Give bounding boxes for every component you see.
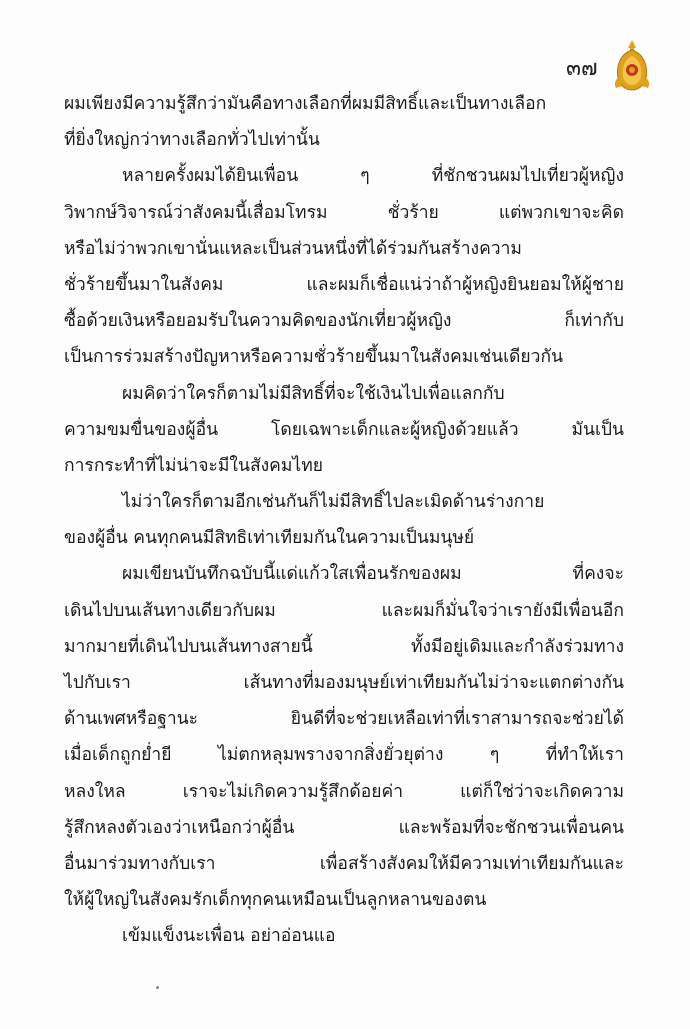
text-line: วิพากษ์วิจารณ์ว่าสังคมนี้เสื่อมโทรม ชั่วร้าย แต่พวกเขาจะคิด [64, 202, 624, 223]
body-text [64, 86, 624, 955]
text-line: มากมายที่เดินไปบนเส้นทางสายนี้ ทั้งมีอยู่เดิมและกำลังร่วมทาง [64, 636, 624, 657]
text-line: หลงใหล เราจะไม่เกิดความรู้สึกด้อยค่า แต่ก็ใช่ว่าจะเกิดความ [64, 781, 624, 802]
text-line: ที่ยิ่งใหญ่กว่าทางเลือกทั่วไปเท่านั้น [64, 130, 320, 151]
text-line: ผมเขียนบันทึกฉบับนี้แด่แก้วใสเพื่อนรักของผม ที่คงจะ [122, 564, 624, 585]
page-number: ๓๗ [566, 56, 598, 81]
text-line: อื่นมาร่วมทางกับเรา เพื่อสร้างสังคมให้มีความเท่าเทียมกันและ [64, 853, 624, 874]
text-line: ความขมขื่นของผู้อื่น โดยเฉพาะเด็กและผู้หญิงด้วยแล้ว มันเป็น [64, 419, 624, 440]
text-line: การกระทำที่ไม่น่าจะมีในสังคมไทย [64, 455, 323, 476]
text-line: เข้มแข็งนะเพื่อน อย่าอ่อนแอ [122, 926, 336, 947]
speck-mark [156, 986, 159, 989]
text-line: เดินไปบนเส้นทางเดียวกับผม และผมก็มั่นใจว่าเรายังมีเพื่อนอีก [64, 600, 624, 621]
text-line: เป็นการร่วมสร้างปัญหาหรือความชั่วร้ายขึ้นมาในสังคมเช่นเดียวกัน [64, 347, 564, 368]
text-line: ของผู้อื่น คนทุกคนมีสิทธิเท่าเทียมกันในความเป็นมนุษย์ [64, 528, 475, 549]
text-line: ผมคิดว่าใครก็ตามไม่มีสิทธิ์ที่จะใช้เงินไปเพื่อแลกกับ [122, 383, 505, 404]
text-line: ซื้อด้วยเงินหรือยอมรับในความคิดของนักเที่ยวผู้หญิง ก็เท่ากับ [64, 311, 624, 332]
text-line: ไปกับเรา เส้นทางที่มองมนุษย์เท่าเทียมกันไม่ว่าจะแตกต่างกัน [64, 673, 624, 693]
text-line: รู้สึกหลงตัวเองว่าเหนือกว่าผู้อื่น และพร้อมที่จะชักชวนเพื่อนคน [64, 817, 624, 838]
text-line: หรือไม่ว่าพวกเขานั่นแหละเป็นส่วนหนึ่งที่ได้ร่วมกันสร้างความ [64, 238, 522, 259]
text-line: หลายครั้งผมได้ยินเพื่อน ๆ ที่ชักชวนผมไปเที่ยวผู้หญิง [122, 166, 624, 187]
text-line: ด้านเพศหรือฐานะ ยินดีที่จะช่วยเหลือเท่าที่เราสามารถจะช่วยได้ [64, 709, 624, 730]
text-line: ชั่วร้ายขึ้นมาในสังคม และผมก็เชื่อแน่ว่าถ้าผู้หญิงยินยอมให้ผู้ชาย [64, 274, 624, 295]
text-line: ให้ผู้ใหญ่ในสังคมรักเด็กทุกคนเหมือนเป็นลูกหลานของตน [64, 890, 487, 911]
text-line: ผมเพียงมีความรู้สึกว่ามันคือทางเลือกที่ผมมีสิทธิ์และเป็นทางเลือก [64, 94, 547, 114]
text-line: เมื่อเด็กถูกย่ำยี ไม่ตกหลุมพรางจากสิ่งยั่วยุต่าง ๆ ที่ทำให้เรา [64, 745, 624, 766]
text-line: ไม่ว่าใครก็ตามอีกเช่นกันก็ไม่มีสิทธิ์ไปละเมิดด้านร่างกาย [122, 492, 545, 513]
royal-emblem-icon [612, 38, 652, 92]
